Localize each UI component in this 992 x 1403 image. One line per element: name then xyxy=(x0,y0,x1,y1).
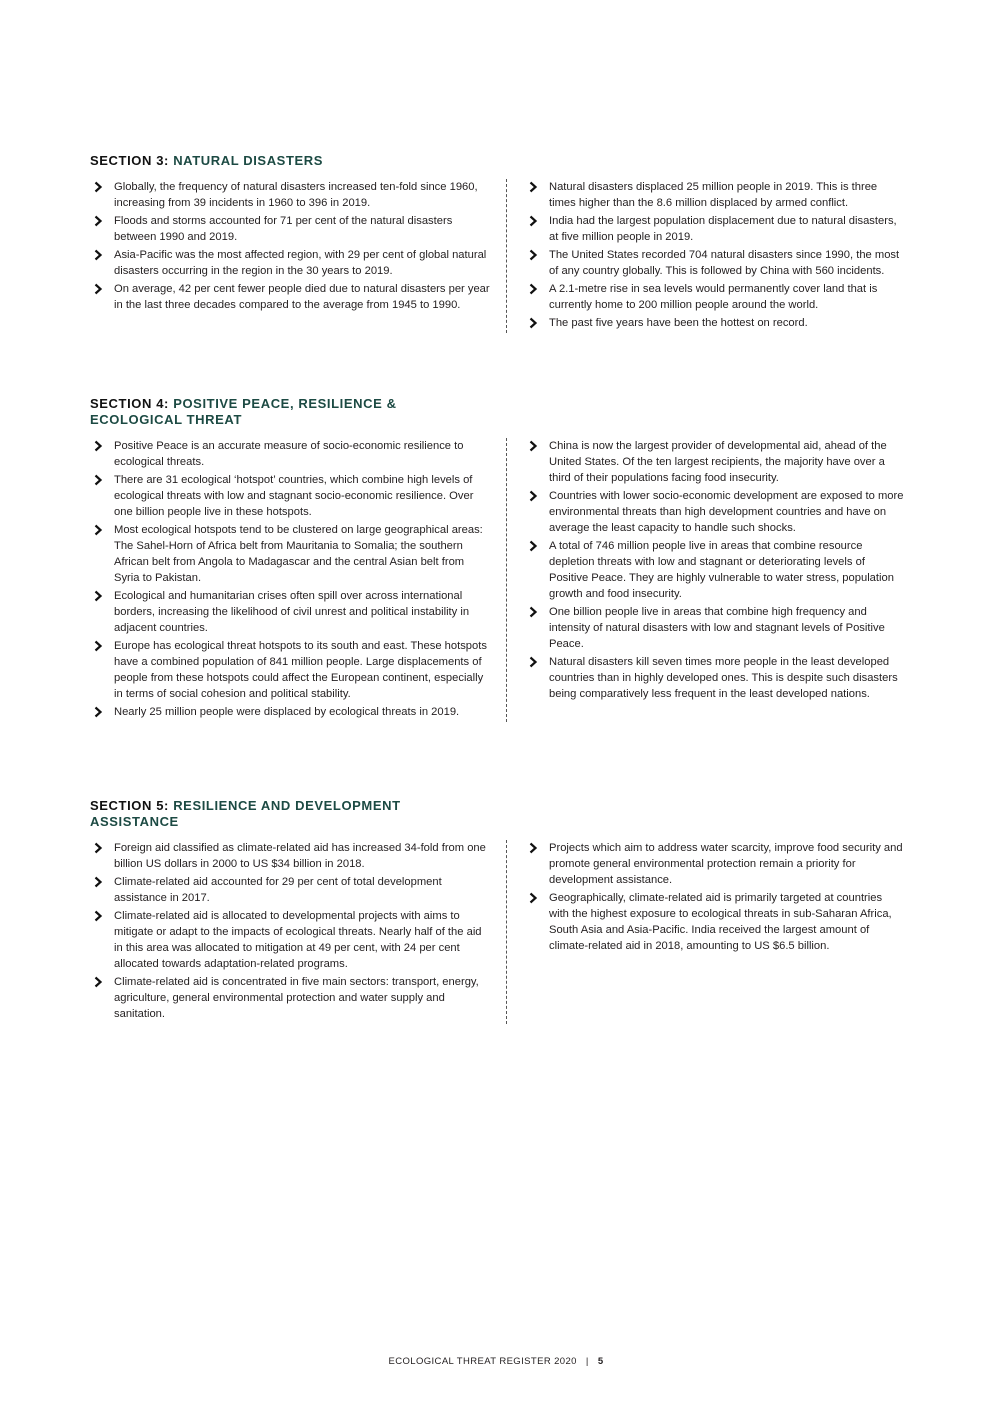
list-item xyxy=(90,179,490,211)
right-column xyxy=(507,179,905,333)
list-item-text: India had the largest population displacement due to natural disasters, at five million people in 2019. xyxy=(549,215,897,243)
chevron-right-icon xyxy=(92,640,104,652)
footer-report-title: ECOLOGICAL THREAT REGISTER 2020 xyxy=(388,1356,577,1367)
page-footer xyxy=(0,1356,992,1367)
list-item-text: China is now the largest provider of developmental aid, ahead of the United States. Of the ten largest recipients, the majority have over a third of their populations facing food insecurity. xyxy=(549,440,887,484)
chevron-right-icon xyxy=(92,590,104,602)
list-item-text: Positive Peace is an accurate measure of socio-economic resilience to ecological threats. xyxy=(114,440,464,468)
chevron-right-icon xyxy=(527,440,539,452)
chevron-right-icon xyxy=(527,540,539,552)
chevron-right-icon xyxy=(527,215,539,227)
bullet-list xyxy=(90,840,490,1022)
list-item xyxy=(90,281,490,313)
chevron-right-icon xyxy=(92,876,104,888)
list-item xyxy=(525,315,905,331)
list-item-text: Foreign aid classified as climate-related aid has increased 34-fold from one billion US dollars in 2000 to US $34 billion in 2018. xyxy=(114,842,486,870)
list-item xyxy=(90,438,490,470)
section-heading xyxy=(90,798,430,830)
chevron-right-icon xyxy=(527,490,539,502)
list-item xyxy=(90,908,490,972)
list-item-text: Projects which aim to address water scarcity, improve food security and promote general environmental protection remain a priority for development assistance. xyxy=(549,842,903,886)
list-item xyxy=(525,438,905,486)
list-item-text: Climate-related aid accounted for 29 per cent of total development assistance in 2017. xyxy=(114,876,442,904)
section-columns xyxy=(90,840,920,1024)
chevron-right-icon xyxy=(527,892,539,904)
list-item xyxy=(525,179,905,211)
chevron-right-icon xyxy=(92,249,104,261)
list-item xyxy=(525,538,905,602)
list-item xyxy=(90,874,490,906)
list-item xyxy=(90,213,490,245)
list-item xyxy=(90,472,490,520)
list-item xyxy=(525,654,905,702)
section-number: SECTION 5: xyxy=(90,798,169,813)
list-item xyxy=(525,213,905,245)
list-item-text: A total of 746 million people live in areas that combine resource depletion threats with low and stagnant or deteriorating levels of Positive Peace. They are highly vulnerable to water stress, population growth and food insecurity. xyxy=(549,540,894,600)
list-item-text: Climate-related aid is concentrated in five main sectors: transport, energy, agriculture, general environmental protection and water supply and sanitation. xyxy=(114,976,479,1020)
left-column xyxy=(90,179,507,333)
list-item-text: Ecological and humanitarian crises often spill over across international borders, increasing the likelihood of civil unrest and political instability in adjacent countries. xyxy=(114,590,470,634)
chevron-right-icon xyxy=(527,249,539,261)
list-item-text: Countries with lower socio-economic development are exposed to more environmental threats than high development countries and have on average the least capacity to handle such shocks. xyxy=(549,490,904,534)
chevron-right-icon xyxy=(92,706,104,718)
chevron-right-icon xyxy=(92,181,104,193)
chevron-right-icon xyxy=(92,474,104,486)
bullet-list xyxy=(525,840,905,954)
chevron-right-icon xyxy=(92,842,104,854)
list-item xyxy=(525,488,905,536)
list-item-text: Asia-Pacific was the most affected region, with 29 per cent of global natural disasters occurring in the region in the 30 years to 2019. xyxy=(114,249,487,277)
right-column xyxy=(507,840,905,1024)
list-item xyxy=(525,840,905,888)
section-number: SECTION 3: xyxy=(90,153,169,168)
left-column xyxy=(90,438,507,722)
list-item xyxy=(525,604,905,652)
section-3 xyxy=(90,153,920,333)
chevron-right-icon xyxy=(527,842,539,854)
list-item-text: On average, 42 per cent fewer people died due to natural disasters per year in the last three decades compared to the average from 1945 to 1990. xyxy=(114,283,490,311)
right-column xyxy=(507,438,905,722)
footer-separator: | xyxy=(585,1356,589,1367)
section-title: POSITIVE PEACE, RESILIENCE & ECOLOGICAL THREAT xyxy=(90,396,397,427)
chevron-right-icon xyxy=(527,283,539,295)
chevron-right-icon xyxy=(527,606,539,618)
section-title: RESILIENCE AND DEVELOPMENT ASSISTANCE xyxy=(90,798,401,829)
list-item xyxy=(90,638,490,702)
list-item xyxy=(90,522,490,586)
bullet-list xyxy=(90,438,490,720)
list-item xyxy=(90,704,490,720)
list-item xyxy=(90,247,490,279)
list-item xyxy=(525,890,905,954)
list-item-text: There are 31 ecological ‘hotspot’ countries, which combine high levels of ecological threats with low and stagnant socio-economic resilience. Over one billion people live in these hotspots. xyxy=(114,474,474,518)
left-column xyxy=(90,840,507,1024)
section-heading xyxy=(90,153,430,169)
list-item xyxy=(90,588,490,636)
chevron-right-icon xyxy=(527,317,539,329)
list-item xyxy=(525,281,905,313)
section-heading xyxy=(90,396,430,428)
chevron-right-icon xyxy=(527,656,539,668)
section-4 xyxy=(90,396,920,722)
bullet-list xyxy=(525,179,905,331)
bullet-list xyxy=(90,179,490,313)
chevron-right-icon xyxy=(92,910,104,922)
list-item-text: Climate-related aid is allocated to developmental projects with aims to mitigate or adapt to the impacts of ecological threats. Nearly half of the aid in this area was allocated to mitigation at 49 per cent, with 24 per cent allocated towards adaptation-related programs. xyxy=(114,910,482,970)
section-columns xyxy=(90,179,920,333)
list-item-text: The United States recorded 704 natural disasters since 1990, the most of any country globally. This is followed by China with 560 incidents. xyxy=(549,249,900,277)
bullet-list xyxy=(525,438,905,702)
list-item-text: The past five years have been the hottest on record. xyxy=(549,317,808,329)
chevron-right-icon xyxy=(92,440,104,452)
list-item xyxy=(90,840,490,872)
list-item-text: One billion people live in areas that combine high frequency and intensity of natural disasters with low and stagnant levels of Positive Peace. xyxy=(549,606,885,650)
list-item-text: Natural disasters kill seven times more people in the least developed countries than in highly developed ones. This is despite such disasters being comparatively less frequent in the least developed nations. xyxy=(549,656,898,700)
chevron-right-icon xyxy=(92,976,104,988)
list-item-text: Europe has ecological threat hotspots to its south and east. These hotspots have a combined population of 841 million people. Large displacements of people from these hotspots could affect the European continent, especially in terms of social cohesion and political stability. xyxy=(114,640,487,700)
section-columns xyxy=(90,438,920,722)
chevron-right-icon xyxy=(92,524,104,536)
list-item-text: Most ecological hotspots tend to be clustered on large geographical areas: The Sahel-Horn of Africa belt from Mauritania to Somalia; the southern African belt from Angola to Madagascar and the central Asian belt from Syria to Pakistan. xyxy=(114,524,483,584)
list-item-text: A 2.1-metre rise in sea levels would permanently cover land that is currently home to 200 million people around the world. xyxy=(549,283,878,311)
page-number: 5 xyxy=(597,1356,604,1367)
list-item-text: Globally, the frequency of natural disasters increased ten-fold since 1960, increasing from 39 incidents in 1960 to 396 in 2019. xyxy=(114,181,478,209)
chevron-right-icon xyxy=(92,215,104,227)
list-item-text: Natural disasters displaced 25 million people in 2019. This is three times higher than the 8.6 million displaced by armed conflict. xyxy=(549,181,878,209)
section-5 xyxy=(90,798,920,1024)
chevron-right-icon xyxy=(527,181,539,193)
list-item xyxy=(90,974,490,1022)
section-title: NATURAL DISASTERS xyxy=(173,153,324,168)
list-item-text: Nearly 25 million people were displaced by ecological threats in 2019. xyxy=(114,706,460,718)
list-item xyxy=(525,247,905,279)
list-item-text: Geographically, climate-related aid is primarily targeted at countries with the highest exposure to ecological threats in sub-Saharan Africa, South Asia and Asia-Pacific. India received the largest amount of climate-related aid in 2018, amounting to US $6.5 billion. xyxy=(549,892,892,952)
list-item-text: Floods and storms accounted for 71 per cent of the natural disasters between 1990 and 2019. xyxy=(114,215,453,243)
chevron-right-icon xyxy=(92,283,104,295)
section-number: SECTION 4: xyxy=(90,396,169,411)
